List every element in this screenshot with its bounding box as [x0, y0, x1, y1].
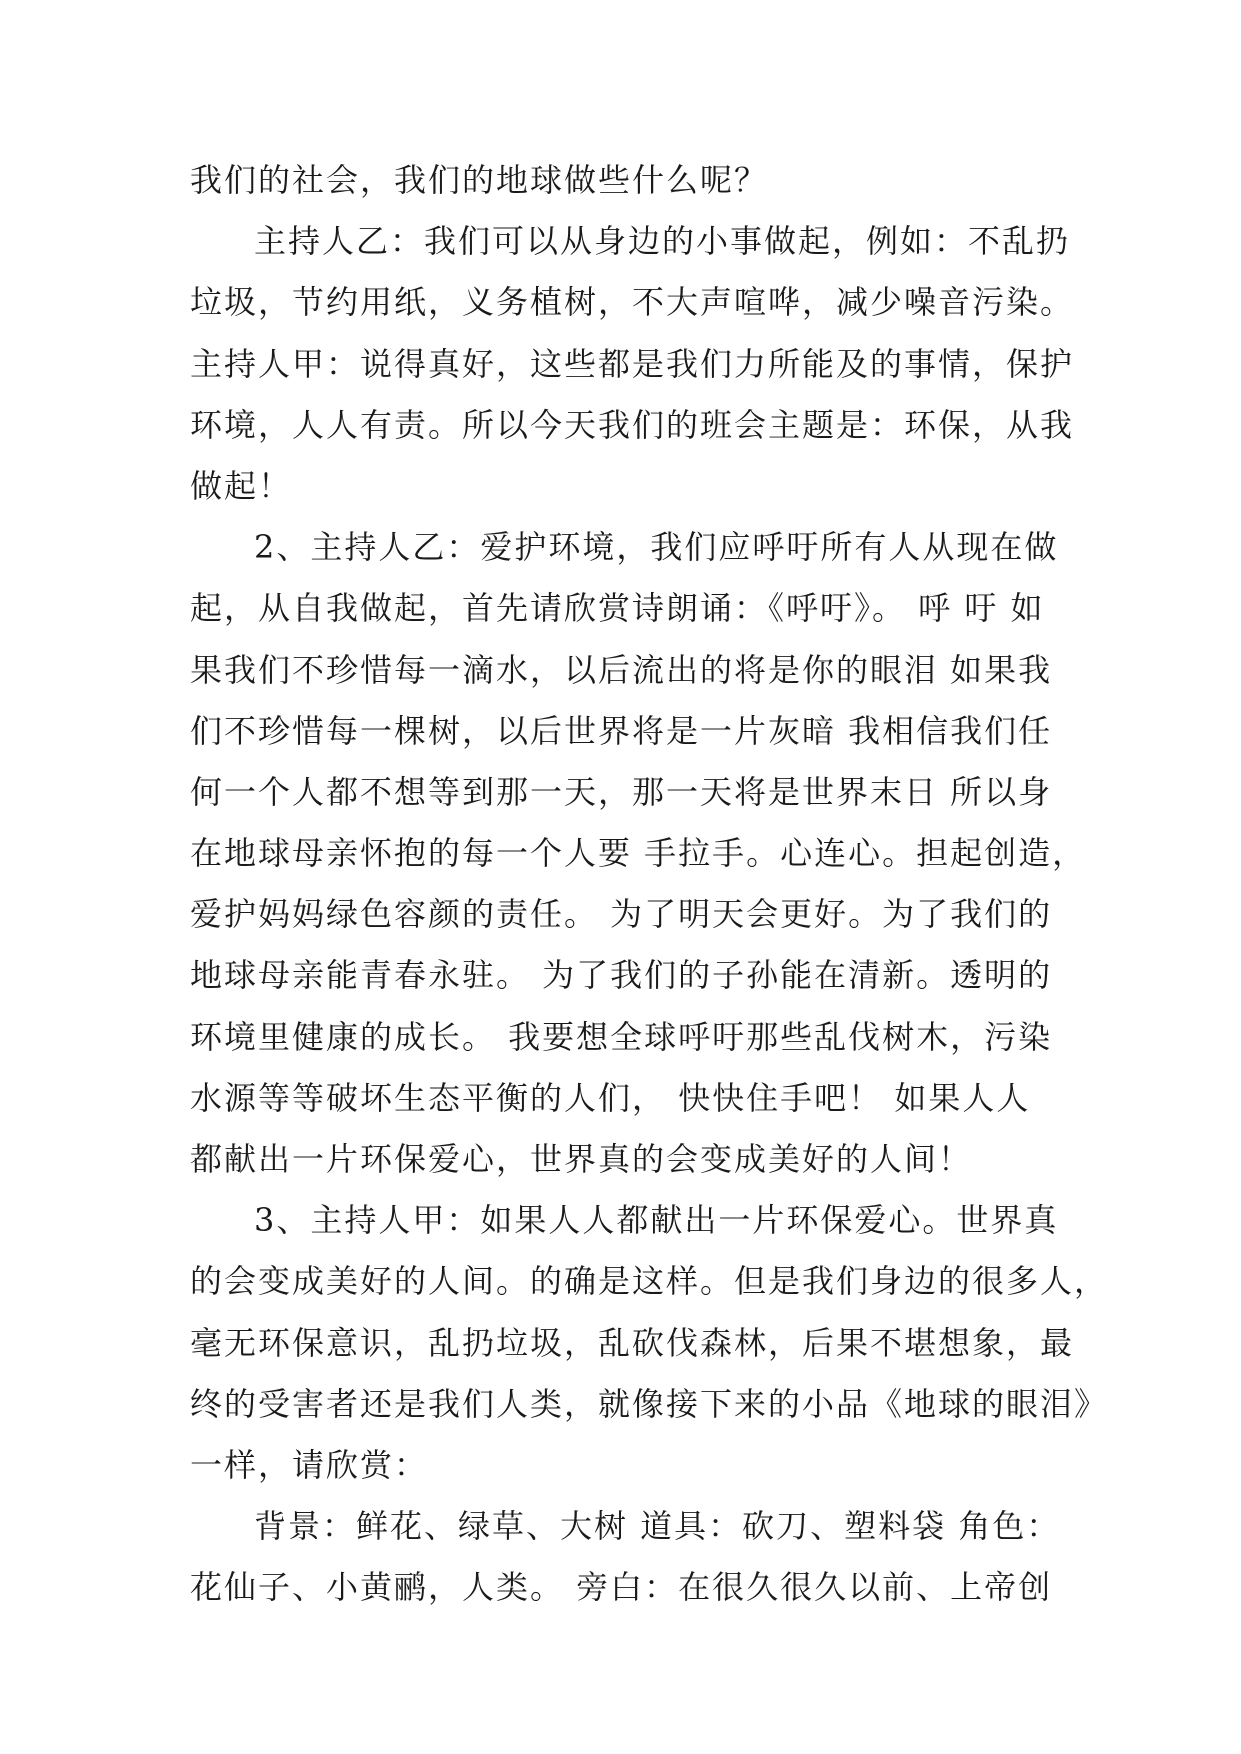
text-line: 3、主持人甲：如果人人都献出一片环保爱心。世界真 — [254, 1201, 1059, 1240]
text-line: 主持人甲：说得真好，这些都是我们力所能及的事情，保护 — [190, 344, 1075, 383]
text-line: 背景：鲜花、绿草、大树 道具：砍刀、塑料袋 角色： — [254, 1507, 1061, 1546]
text-line: 爱护妈妈绿色容颜的责任。 为了明天会更好。为了我们的 — [190, 895, 1053, 934]
body-text — [190, 150, 1109, 1619]
text-line: 的会变成美好的人间。的确是这样。但是我们身边的很多人， — [190, 1262, 1109, 1301]
text-line: 环境，人人有责。所以今天我们的班会主题是：环保，从我 — [190, 405, 1075, 444]
text-line: 起，从自我做起，首先请欣赏诗朗诵：《呼吁》。 呼 吁 如 — [190, 589, 1045, 628]
text-line: 都献出一片环保爱心，世界真的会变成美好的人间！ — [190, 1140, 973, 1178]
text-line: 一样，请欣赏： — [190, 1445, 429, 1484]
text-line: 何一个人都不想等到那一天，那一天将是世界末日 所以身 — [190, 772, 1053, 811]
text-line: 垃圾，节约用纸，义务植树，不大声喧哗，减少噪音污染。 — [190, 283, 1075, 322]
text-line: 们不珍惜每一棵树，以后世界将是一片灰暗 我相信我们任 — [190, 711, 1053, 750]
text-line: 2、主持人乙：爱护环境，我们应呼吁所有人从现在做 — [254, 528, 1059, 567]
text-line: 终的受害者还是我们人类，就像接下来的小品《地球的眼泪》 — [190, 1384, 1109, 1423]
text-line: 主持人乙：我们可以从身边的小事做起，例如：不乱扔 — [254, 222, 1071, 261]
text-line: 水源等等破坏生态平衡的人们， 快快住手吧！ 如果人人 — [190, 1078, 1031, 1117]
text-line: 做起！ — [190, 466, 293, 505]
text-line: 果我们不珍惜每一滴水，以后流出的将是你的眼泪 如果我 — [190, 650, 1053, 689]
text-line: 我们的社会，我们的地球做些什么呢？ — [190, 161, 769, 199]
text-line: 环境里健康的成长。 我要想全球呼吁那些乱伐树木，污染 — [190, 1017, 1053, 1056]
text-line: 在地球母亲怀抱的每一个人要 手拉手。心连心。担起创造， — [190, 834, 1087, 873]
text-line: 毫无环保意识，乱扔垃圾，乱砍伐森林，后果不堪想象，最 — [190, 1323, 1075, 1362]
text-line: 地球母亲能青春永驻。 为了我们的子孙能在清新。透明的 — [190, 956, 1053, 995]
text-line: 花仙子、小黄鹂，人类。 旁白：在很久很久以前、上帝创 — [190, 1568, 1053, 1607]
